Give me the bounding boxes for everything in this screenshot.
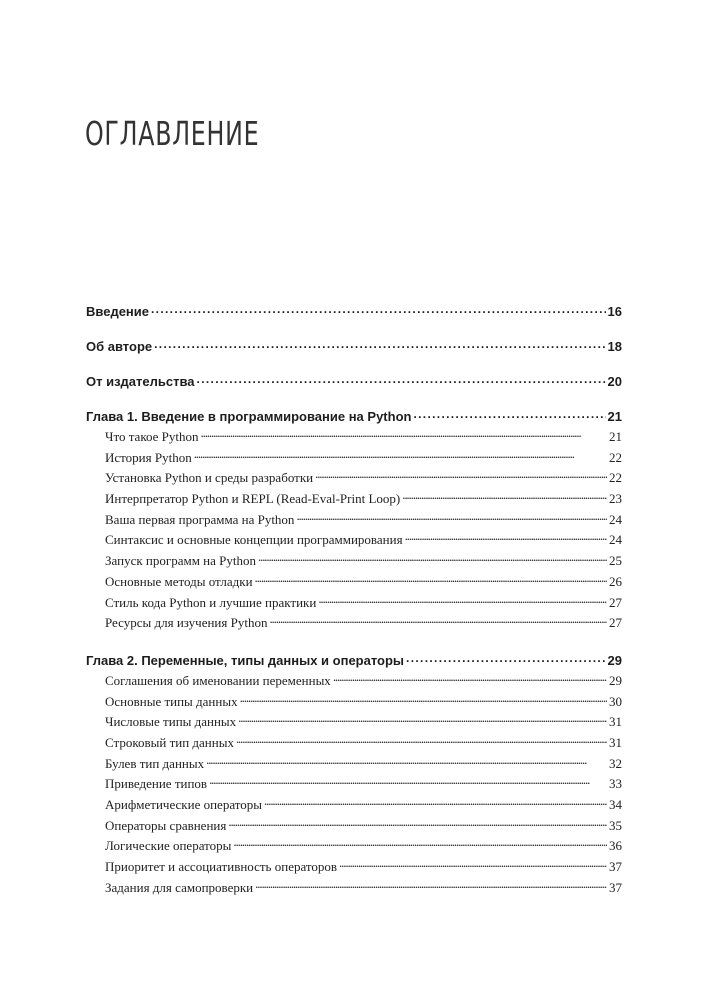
dot-leader [264, 796, 607, 809]
toc-entry-title: Арифметические операторы [105, 797, 263, 812]
toc-entry-chapter[interactable] [86, 338, 622, 358]
dot-leader [151, 303, 606, 316]
toc-entry-page-number: 37 [609, 859, 622, 875]
toc-entry-section[interactable] [105, 775, 622, 796]
dot-leader [154, 338, 605, 351]
dot-leader [405, 531, 607, 544]
toc-entry-title: От издательства [86, 374, 195, 389]
dot-leader [228, 817, 607, 830]
toc-entry-page-number: 20 [607, 374, 622, 389]
toc-entry-title: Ресурсы для изучения Python [105, 615, 268, 631]
dot-leader [233, 837, 607, 850]
toc-entry-section[interactable] [105, 837, 622, 858]
dot-leader [333, 672, 607, 685]
dot-leader [201, 428, 608, 441]
toc-entry-title: Стиль кода Python и лучшие практики [105, 594, 317, 610]
toc-entry-page-number: 21 [607, 409, 622, 424]
toc-entry-section[interactable] [105, 817, 622, 838]
toc-entry-section[interactable] [105, 755, 622, 776]
toc-entry-page-number: 22 [609, 470, 622, 486]
toc-entry-page-number: 16 [607, 304, 622, 319]
toc-entry-page-number: 24 [609, 532, 622, 548]
dot-leader [255, 573, 607, 586]
toc-entry-section[interactable] [105, 614, 622, 635]
toc-entry-page-number: 36 [609, 838, 622, 854]
toc-entry-section[interactable] [105, 672, 622, 693]
dot-leader [413, 408, 605, 421]
toc-entry-title: Приоритет и ассоциативность операторов [105, 859, 338, 875]
toc-entry-title: Синтаксис и основные концепции программирования [105, 532, 403, 548]
toc-entry-chapter[interactable] [86, 652, 622, 672]
toc-entry-page-number: 33 [609, 776, 622, 792]
toc-entry-chapter[interactable] [86, 373, 622, 393]
toc-entry-title: Ваша первая программа на Python [105, 511, 295, 527]
toc-entry-section[interactable] [105, 573, 622, 594]
toc-entry-section[interactable] [105, 490, 622, 511]
toc-entry-section[interactable] [105, 796, 622, 817]
toc-entry-section[interactable] [105, 858, 622, 879]
toc-entry-section[interactable] [105, 469, 622, 490]
dot-leader [318, 594, 607, 607]
toc-entry-page-number: 24 [609, 511, 622, 527]
toc-entry-page-number: 29 [607, 652, 622, 668]
dot-leader [296, 511, 607, 524]
toc-entry-section[interactable] [105, 511, 622, 532]
toc-entry-title: Соглашения об именовании переменных [105, 672, 331, 688]
dot-leader [339, 858, 607, 871]
toc-entry-page-number: 26 [609, 573, 622, 589]
toc-entry-page-number: 23 [609, 491, 622, 507]
dot-leader [209, 775, 607, 788]
toc-entry-section[interactable] [105, 531, 622, 552]
toc-entry-title: Интерпретатор Python и REPL (Read-Eval-Print Loop) [105, 491, 401, 507]
dot-leader [269, 614, 607, 627]
dot-leader [258, 552, 607, 565]
toc-entry-title: Введение [86, 304, 149, 319]
toc-entry-page-number: 25 [609, 553, 622, 569]
dot-leader [197, 373, 606, 386]
toc-entry-page-number: 34 [609, 797, 622, 812]
toc-entry-title: Что такое Python [105, 429, 199, 444]
toc-entry-title: Запуск программ на Python [105, 553, 256, 569]
toc-entry-title: Об авторе [86, 339, 153, 354]
dot-leader [240, 693, 607, 706]
toc-entry-title: Основные методы отладки [105, 573, 253, 589]
toc-entry-title: Задания для самопроверки [105, 879, 254, 895]
toc-entry-chapter[interactable] [86, 408, 622, 428]
toc-entry-title: История Python [105, 449, 192, 465]
toc-entry-section[interactable] [105, 734, 622, 755]
dot-leader [402, 490, 607, 503]
toc-entry-section[interactable] [105, 594, 622, 615]
toc-entry-title: Операторы сравнения [105, 817, 227, 833]
dot-leader [194, 449, 607, 462]
toc-entry-page-number: 18 [607, 339, 622, 354]
toc-entry-title: Основные типы данных [105, 693, 238, 709]
table-of-contents [86, 303, 622, 899]
toc-entry-section[interactable] [105, 449, 622, 470]
toc-entry-chapter[interactable] [86, 303, 622, 323]
toc-entry-page-number: 27 [609, 615, 622, 631]
toc-entry-title: Приведение типов [105, 776, 208, 792]
toc-entry-section[interactable] [105, 428, 622, 449]
dot-leader [315, 469, 607, 482]
toc-entry-page-number: 32 [609, 755, 622, 771]
toc-entry-title: Булев тип данных [105, 755, 205, 771]
dot-leader [406, 652, 605, 665]
toc-entry-page-number: 31 [609, 734, 622, 750]
toc-entry-page-number: 35 [609, 817, 622, 833]
toc-entry-page-number: 27 [609, 594, 622, 610]
toc-entry-title: Логические операторы [105, 838, 232, 854]
toc-entry-section[interactable] [105, 693, 622, 714]
toc-entry-title: Числовые типы данных [105, 714, 237, 730]
toc-entry-page-number: 37 [609, 879, 622, 895]
toc-entry-title: Глава 1. Введение в программирование на Python [86, 409, 412, 424]
toc-entry-title: Глава 2. Переменные, типы данных и операторы [86, 652, 405, 668]
toc-entry-section[interactable] [105, 879, 622, 900]
toc-entry-title: Установка Python и среды разработки [105, 470, 314, 486]
toc-entry-section[interactable] [105, 713, 622, 734]
toc-entry-page-number: 29 [609, 672, 622, 688]
dot-leader [236, 734, 607, 747]
toc-entry-page-number: 30 [609, 693, 622, 709]
toc-entry-page-number: 22 [609, 449, 622, 465]
dot-leader [255, 879, 607, 892]
dot-leader [206, 755, 607, 768]
toc-entry-page-number: 21 [609, 429, 622, 444]
page-title: ОГЛАВЛЕНИЕ [85, 114, 260, 153]
toc-entry-page-number: 31 [609, 714, 622, 730]
toc-entry-section[interactable] [105, 552, 622, 573]
dot-leader [238, 713, 607, 726]
toc-entry-title: Строковый тип данных [105, 734, 234, 750]
